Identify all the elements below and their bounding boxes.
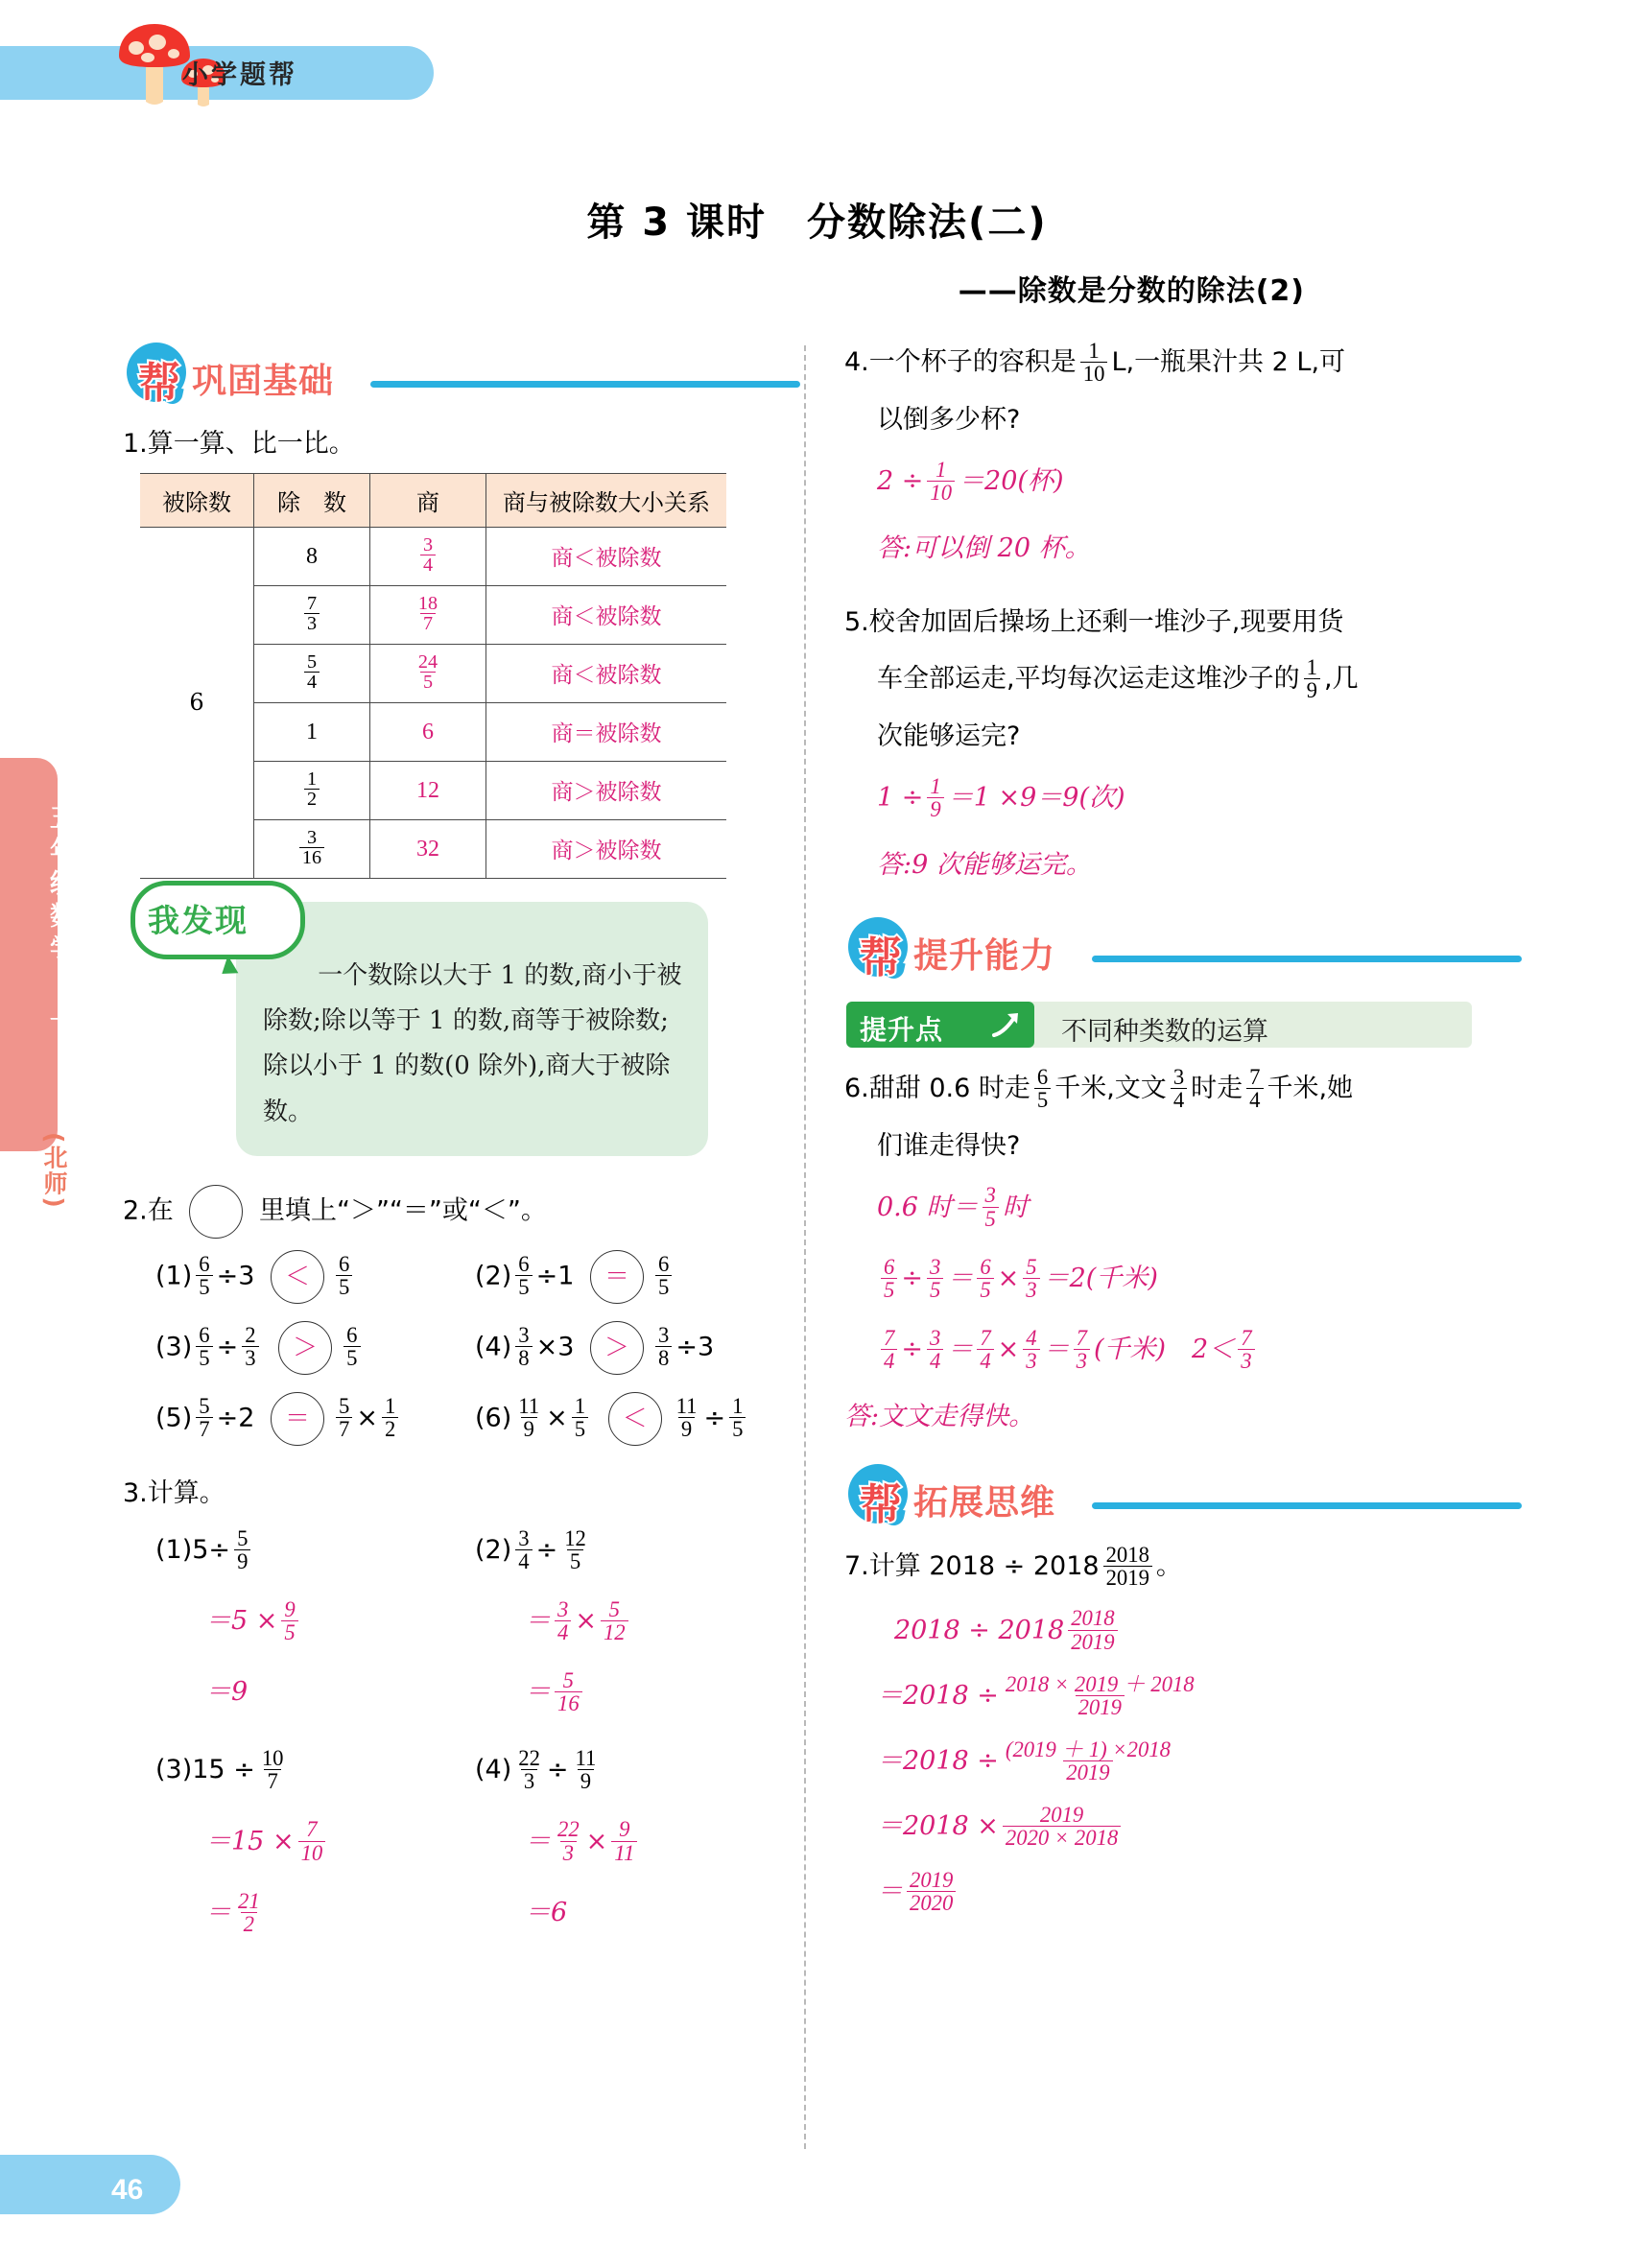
q2-item-3: (3) $\frac{6}{5}$ ÷ $\frac{2}{3}$ ＞ $\frac{6}{5}$	[155, 1321, 475, 1375]
q3-item-label: (4)	[475, 1755, 512, 1785]
q2-prompt-a: 2.在	[123, 1195, 174, 1226]
q2-item-label: (2)	[475, 1261, 512, 1291]
section-header-thinking	[844, 1462, 1506, 1531]
q4-text-a: 4.一个杯子的容积是	[844, 347, 1077, 378]
cell-quotient: $\frac{18}{7}$	[370, 585, 486, 644]
q3-item-2-step-2: ＝ $\frac{5}{16}$	[525, 1669, 794, 1715]
q2-item-2: (2) $\frac{6}{5}$ ÷1 ＝ $\frac{6}{5}$	[475, 1250, 794, 1304]
q3-item-3-step-1: ＝15 × $\frac{7}{10}$	[205, 1819, 475, 1865]
section-rule	[370, 381, 800, 388]
discovery-label: 我发现	[148, 901, 249, 939]
discovery-text: 一个数除以大于 1 的数,商小于被除数;除以等于 1 的数,商等于被除数;除以小于 1 的数(0 除外),商大于被除数。	[263, 960, 682, 1126]
q4-text-b: L,一瓶果汁共 2 L,可	[1111, 347, 1346, 378]
q5-text-line1: 5.校舍加固后操场上还剩一堆沙子,现要用货	[844, 607, 1344, 638]
cell-divisor: $\frac{5}{4}$	[254, 644, 370, 702]
cell-relation: 商＜被除数	[486, 644, 727, 702]
cell-relation: 商＜被除数	[486, 585, 727, 644]
q2-answer-circle[interactable]: ＝	[590, 1250, 644, 1304]
cell-quotient: $\frac{24}{5}$	[370, 644, 486, 702]
cell-relation: 商＞被除数	[486, 761, 727, 819]
cell-divisor: 1	[254, 702, 370, 761]
q2-item-1: (1) $\frac{6}{5}$ ÷3 ＜ $\frac{6}{5}$	[155, 1250, 475, 1304]
q5-solution: 1 ÷ $\frac{1}{9}$ ＝1 ×9＝9(次)	[877, 774, 1125, 822]
q2-item-label: (5)	[155, 1403, 193, 1433]
q6-text: 6.甜甜 0.6 时走 $\frac{6}{5}$ 千米,文文 $\frac{3}{4}$ 时走 $\frac{7}{4}$ 千米,她 们谁走得快?	[844, 1067, 1506, 1168]
q2-row-1	[155, 1250, 794, 1304]
q3-item-4-step-2: ＝6	[525, 1897, 568, 1927]
column-divider	[804, 345, 806, 2149]
q2-prompt	[123, 1185, 794, 1239]
q3-item-2-expr: (2) $\frac{3}{4}$ ÷ $\frac{12}{5}$	[475, 1525, 586, 1573]
q1-prompt: 1.算一算、比一比。	[123, 429, 355, 459]
q2-item-label: (3)	[155, 1332, 193, 1362]
q3-row-2	[155, 1748, 794, 1936]
section-rule	[1092, 956, 1522, 962]
cell-relation: 商＝被除数	[486, 702, 727, 761]
q5-text-line2a: 车全部运走,平均每次运走这堆沙子的	[877, 664, 1300, 695]
badge-bang-label: 帮	[860, 1480, 902, 1530]
q3-prompt: 3.计算。	[123, 1477, 225, 1508]
section-rule	[1092, 1502, 1522, 1509]
q3-item-3-step-2: ＝ $\frac{21}{2}$	[205, 1888, 260, 1936]
page-number-band	[0, 2155, 180, 2214]
q6-text-line2: 们谁走得快?	[877, 1130, 1021, 1161]
cell-divisor: $\frac{7}{3}$	[254, 585, 370, 644]
th-dividend: 被除数	[140, 473, 254, 527]
cell-divisor: 8	[254, 527, 370, 585]
q3-item-1-step-1: ＝5 × $\frac{9}{5}$	[205, 1598, 475, 1644]
q2-row-3	[155, 1392, 794, 1446]
q4-solution: 2 ÷ $\frac{1}{10}$ ＝20(杯)	[877, 457, 1064, 506]
q2-answer-circle[interactable]: ＞	[278, 1321, 332, 1375]
q7-step-4: ＝2018 × $\frac{2019}{2020 \times 2018}$	[877, 1804, 1506, 1850]
q2-item-label: (1)	[155, 1261, 193, 1291]
th-relation: 商与被除数大小关系	[486, 473, 727, 527]
page-title: 第 3 课时 分数除法(二)	[586, 201, 1048, 245]
q2-item-label: (4)	[475, 1332, 512, 1362]
cell-quotient: 6	[370, 702, 486, 761]
table-row	[140, 527, 726, 585]
q2-item-4: (4) $\frac{3}{8}$ ×3 ＞ $\frac{3}{8}$ ÷3	[475, 1321, 794, 1375]
q7-step-2: ＝2018 ÷ $\frac{2018 \times 2019 + 2018}{2019}$	[877, 1671, 1195, 1719]
q4-text-line2: 以倒多少杯?	[877, 405, 1021, 436]
page-subtitle: ——除数是分数的除法(2)	[958, 274, 1305, 308]
q6-step-2: $\frac{6}{5}$ ÷ $\frac{3}{5}$ ＝ $\frac{6}{5}$ × $\frac{5}{3}$ ＝2(千米)	[877, 1256, 1506, 1302]
tip-tag-label: 提升点	[860, 1013, 944, 1046]
cell-quotient: $\frac{3}{4}$	[370, 527, 486, 585]
brand-title: 小学题帮	[182, 60, 297, 90]
section-title-basics: 巩固基础	[192, 362, 335, 401]
badge-bang-label: 帮	[860, 933, 902, 982]
q3-item-4-expr: (4) $\frac{22}{3}$ ÷ $\frac{11}{9}$	[475, 1746, 597, 1794]
q6-text-a: 6.甜甜 0.6 时走	[844, 1073, 1030, 1103]
tip-text: 不同种类数的运算	[1061, 1016, 1268, 1047]
q2-item-6: (6) $\frac{11}{9}$ × $\frac{1}{5}$ ＜ $\frac{11}{9}$ ÷ $\frac{1}{5}$	[475, 1392, 794, 1446]
arrow-up-right-icon	[988, 1008, 1023, 1041]
section-header-ability	[844, 915, 1506, 984]
q3-item-2-step-1: ＝ $\frac{3}{4}$ × $\frac{5}{12}$	[525, 1598, 794, 1644]
q6-text-c: 时走	[1191, 1073, 1243, 1103]
q3-item-label: (1)	[155, 1534, 193, 1565]
q2-item-label: (6)	[475, 1403, 512, 1433]
q2-answer-circle[interactable]: ＜	[608, 1392, 662, 1446]
q3-item-1-expr: (1)5÷ $\frac{5}{9}$	[155, 1528, 475, 1573]
q5-text-line2b: ,几	[1323, 664, 1359, 695]
q2-prompt-b: 里填上“＞”“＝”或“＜”。	[258, 1195, 547, 1226]
cell-divisor: $\frac{1}{2}$	[254, 761, 370, 819]
q3-item-1-step-2: ＝9	[205, 1677, 249, 1708]
q6-step-1: 0.6 时＝ $\frac{3}{5}$ 时	[877, 1183, 1029, 1231]
q6-text-b: 千米,文文	[1054, 1073, 1167, 1103]
q7-step-3: ＝2018 ÷ $\frac{(2019 + 1) \times 2018}{2019}$	[877, 1736, 1172, 1784]
q2-prompt-circle-icon	[189, 1185, 243, 1239]
table-header-row	[140, 473, 726, 527]
left-column	[123, 341, 794, 1936]
q7-step-5: ＝ $\frac{2019}{2020}$	[877, 1869, 1506, 1915]
discovery-box	[148, 901, 708, 1156]
grade-tab-label: 五年级数学 · 下	[45, 804, 75, 1049]
tip-banner	[846, 1002, 1472, 1048]
cell-relation: 商＞被除数	[486, 819, 727, 878]
q4-answer: 答:可以倒 20 杯。	[877, 533, 1091, 564]
q2-answer-circle[interactable]: ＜	[271, 1250, 324, 1304]
q3-item-label: (2)	[475, 1534, 512, 1565]
th-divisor: 除 数	[254, 473, 370, 527]
section-title-thinking: 拓展思维	[913, 1483, 1056, 1524]
cell-relation: 商＜被除数	[486, 527, 727, 585]
q2-item-5: (5) $\frac{5}{7}$ ÷2 ＝ $\frac{5}{7}$ × $\frac{1}{2}$	[155, 1392, 475, 1446]
badge-bang-label: 帮	[138, 359, 180, 408]
q7-step-1: 2018 ÷ 2018 $\frac{2018}{2019}$	[894, 1608, 1506, 1654]
q2-answer-circle[interactable]: ＞	[590, 1321, 644, 1375]
q2-row-2	[155, 1321, 794, 1375]
cell-quotient: 32	[370, 819, 486, 878]
q5-text-line2: 车全部运走,平均每次运走这堆沙子的 $\frac{1}{9}$ ,几	[877, 655, 1359, 703]
cell-quotient: 12	[370, 761, 486, 819]
q7-prompt: 7.计算 2018 ÷ 2018 $\frac{2018}{2019}$ 。	[844, 1543, 1182, 1591]
cell-divisor: $\frac{3}{16}$	[254, 819, 370, 878]
right-column	[844, 341, 1506, 1915]
q3-item-3-expr: (3)15 ÷ $\frac{10}{7}$	[155, 1746, 284, 1794]
section-header-basics	[123, 341, 794, 410]
q5-text-line3: 次能够运完?	[877, 721, 1021, 752]
page-number: 46	[111, 2174, 144, 2206]
publisher-label: (北师)	[40, 1132, 68, 1210]
section-title-ability: 提升能力	[913, 935, 1056, 976]
q1-table	[140, 473, 726, 879]
q6-step-3: $\frac{7}{4}$ ÷ $\frac{3}{4}$ ＝ $\frac{7}{4}$ × $\frac{4}{3}$ ＝ $\frac{7}{3}$ (千米) 2＜ $\frac{7}{3}$	[877, 1327, 1506, 1373]
q5-answer: 答:9 次能够运完。	[877, 850, 1092, 881]
q4-text: 4.一个杯子的容积是 $\frac{1}{10}$ L,一瓶果汁共 2 L,可 以倒多少杯?	[844, 341, 1506, 441]
q2-answer-circle[interactable]: ＝	[271, 1392, 324, 1446]
th-quotient: 商	[370, 473, 486, 527]
q6-answer: 答:文文走得快。	[844, 1401, 1035, 1431]
q5-text	[844, 602, 1506, 758]
q3-item-label: (3)	[155, 1755, 193, 1785]
cell-dividend: 6	[140, 527, 254, 878]
q6-text-d: 千米,她	[1267, 1073, 1354, 1103]
q3-item-4-step-1: ＝ $\frac{22}{3}$ × $\frac{9}{11}$	[525, 1819, 794, 1865]
q3-row-1	[155, 1525, 794, 1716]
